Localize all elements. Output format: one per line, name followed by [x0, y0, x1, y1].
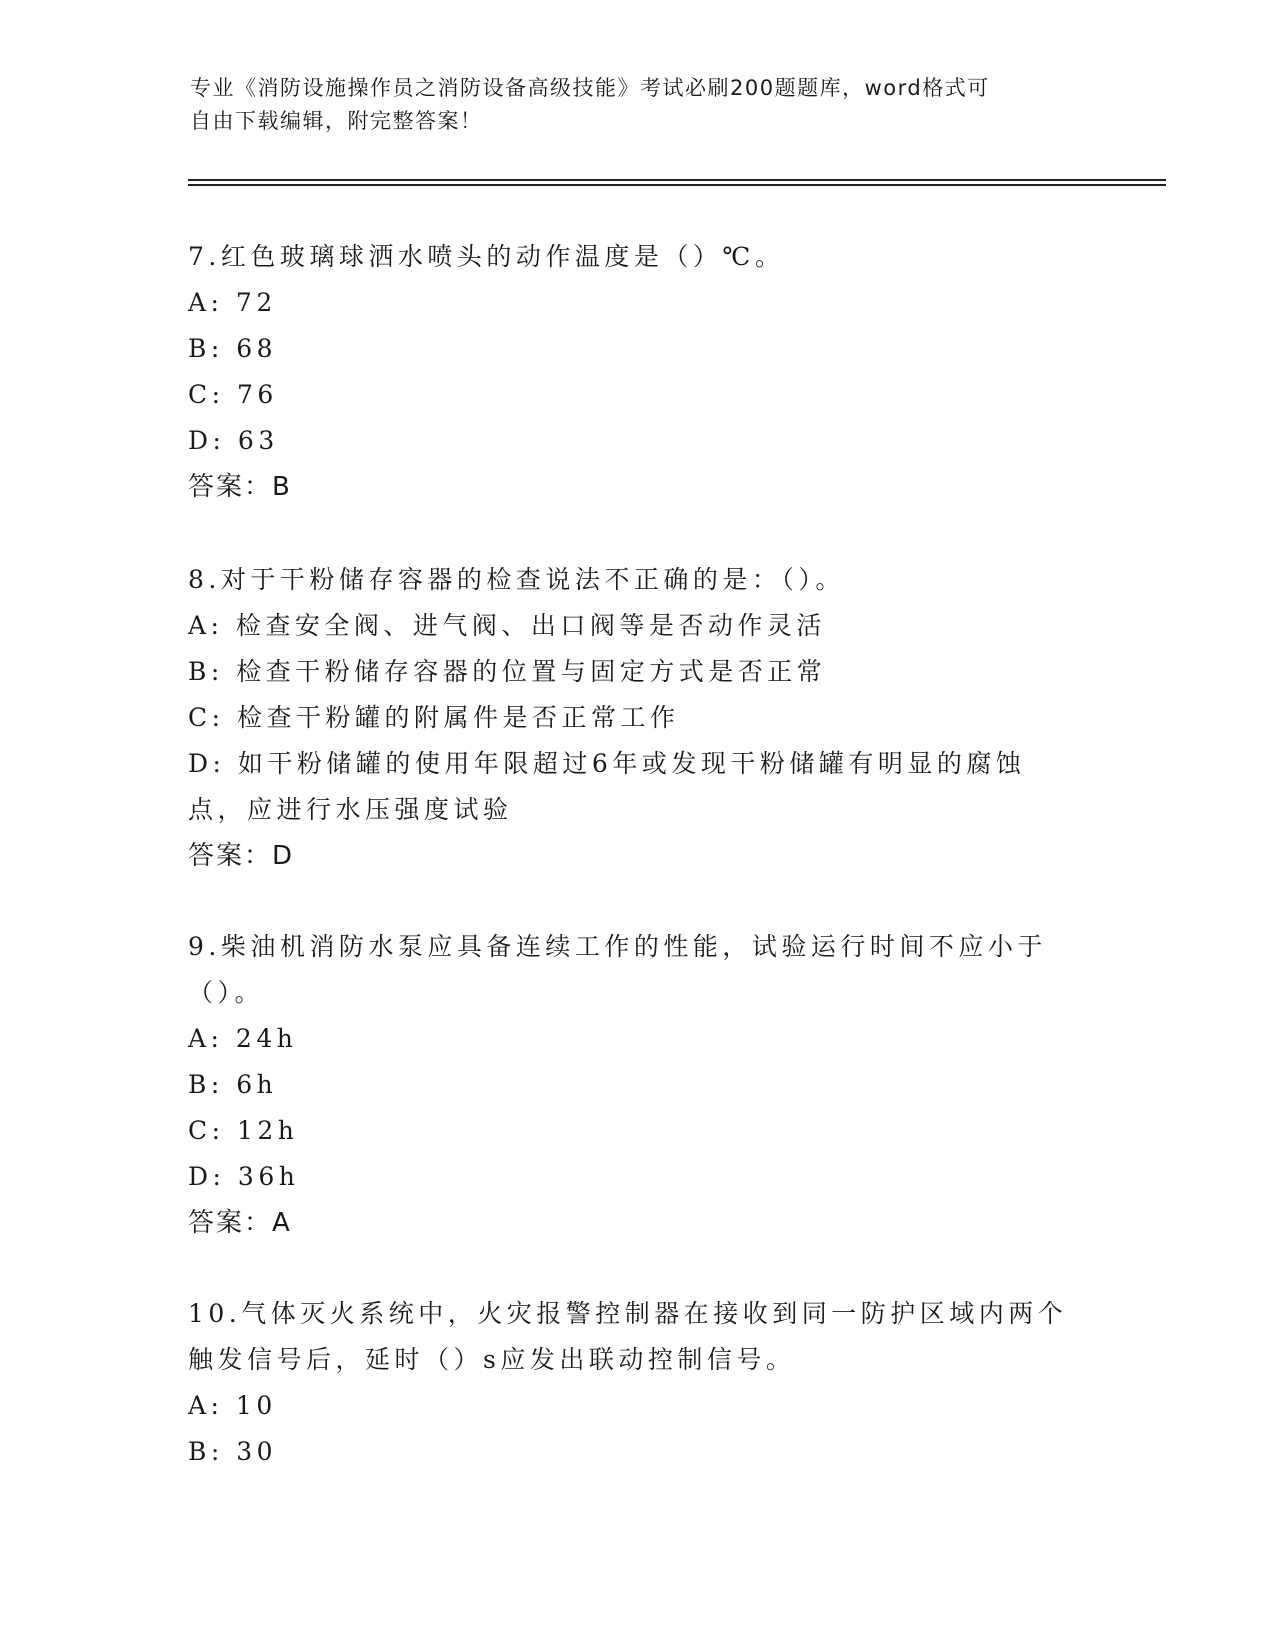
option-b: B: 30 — [188, 1437, 278, 1466]
question-7 — [188, 234, 1088, 510]
question-8 — [188, 557, 1088, 879]
option-d: D: 如干粉储罐的使用年限超过6年或发现干粉储罐有明显的腐蚀点，应进行水压强度试验 — [188, 749, 1026, 824]
option-a: A: 72 — [188, 288, 277, 317]
option-b: B: 68 — [188, 334, 278, 363]
option-d: D: 36h — [188, 1162, 300, 1191]
option-b: B: 6h — [188, 1070, 278, 1099]
answer-line: 答案：A — [188, 1208, 292, 1238]
question-stem: 8.对于干粉储存容器的检查说法不正确的是：（）。 — [188, 565, 845, 594]
question-stem: 7.红色玻璃球洒水喷头的动作温度是（）℃。 — [188, 242, 785, 271]
document-header — [190, 72, 1090, 138]
option-a: A: 24h — [188, 1024, 298, 1053]
header-line-2: 自由下载编辑，附完整答案！ — [190, 109, 483, 133]
option-b: B: 检查干粉储存容器的位置与固定方式是否正常 — [188, 657, 827, 686]
question-9 — [188, 924, 1088, 1246]
header-divider-top — [188, 179, 1166, 181]
option-c: C: 12h — [188, 1116, 299, 1145]
header-line-1: 专业《消防设施操作员之消防设备高级技能》考试必刷200题题库，word格式可 — [190, 76, 990, 100]
option-a: A: 10 — [188, 1391, 277, 1420]
answer-line: 答案：D — [188, 841, 295, 871]
question-10 — [188, 1291, 1088, 1475]
header-divider-bottom — [188, 184, 1166, 186]
option-a: A: 检查安全阀、进气阀、出口阀等是否动作灵活 — [188, 611, 826, 640]
option-d: D: 63 — [188, 426, 279, 455]
option-c: C: 检查干粉罐的附属件是否正常工作 — [188, 703, 680, 732]
answer-line: 答案：B — [188, 472, 292, 502]
option-c: C: 76 — [188, 380, 278, 409]
question-stem: 10.气体灭火系统中，火灾报警控制器在接收到同一防护区域内两个触发信号后，延时（）s应发出联动控制信号。 — [188, 1299, 1068, 1374]
question-stem: 9.柴油机消防水泵应具备连续工作的性能，试验运行时间不应小于（）。 — [188, 932, 1047, 1007]
